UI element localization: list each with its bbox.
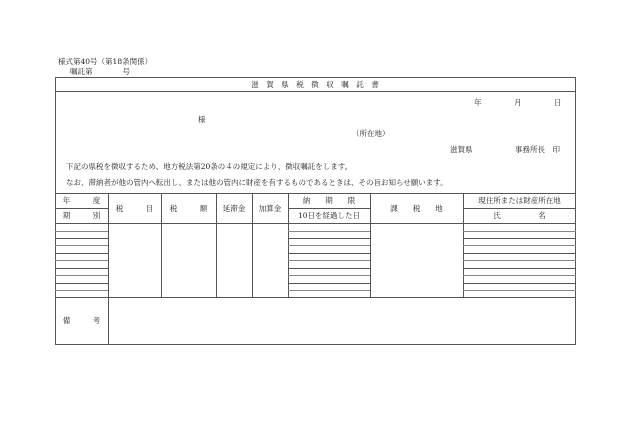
body-line-2: なお、滞納者が他の管内へ転出し、または他の管内に財産を有するものであるときは、その旨お知らせ願います。 (66, 178, 448, 187)
row-line-addr-2 (463, 238, 576, 239)
sender-office-head: 事務所長 印 (515, 145, 560, 154)
header-due-sub: 10日を経過した日 (297, 211, 361, 220)
year-period-split (55, 208, 108, 209)
header-taxation-place: 課 税 地 (390, 204, 443, 213)
row-line-year-2 (55, 238, 108, 239)
addressee-honorific: 様 (198, 115, 206, 124)
row-line-due-3 (288, 245, 370, 246)
delegation-number: 嘱託第 号 (70, 67, 130, 76)
row-line-addr-5 (463, 260, 576, 261)
col-line-1 (108, 193, 109, 345)
row-line-due-1 (288, 231, 370, 232)
row-line-year-8 (55, 283, 108, 284)
row-line-year-1 (55, 231, 108, 232)
header-bottom-border (55, 223, 576, 224)
row-line-addr-6 (463, 268, 576, 269)
header-tax-amount: 税 額 (169, 204, 208, 213)
header-due-date: 納 期 限 (302, 196, 356, 205)
header-name: 氏 名 (493, 211, 546, 220)
header-additional-fee: 加算金 (258, 204, 282, 213)
row-line-year-7 (55, 275, 108, 276)
row-line-addr-3 (463, 245, 576, 246)
date-day: 日 (554, 98, 562, 107)
form-number: 様式第40号（第18条関係） (58, 57, 153, 66)
remarks-label: 備 考 (62, 316, 101, 325)
header-address: 現住所または財産所在地 (478, 196, 561, 205)
row-line-due-4 (288, 253, 370, 254)
row-line-due-8 (288, 283, 370, 284)
sender-prefecture: 滋賀県 (450, 145, 473, 154)
header-year: 年 度 (62, 196, 101, 205)
row-line-year-9 (55, 290, 108, 291)
row-line-due-5 (288, 260, 370, 261)
row-line-addr-4 (463, 253, 576, 254)
remarks-top-border (55, 297, 576, 298)
row-line-due-9 (288, 290, 370, 291)
row-line-year-3 (55, 245, 108, 246)
row-line-due-2 (288, 238, 370, 239)
row-line-due-7 (288, 275, 370, 276)
document-title: 滋 賀 県 税 徴 収 嘱 託 書 (251, 80, 379, 89)
due-split (288, 208, 370, 209)
title-divider (55, 91, 576, 92)
header-late-fee: 延滞金 (222, 204, 246, 213)
table-top-border (55, 193, 576, 194)
date-year: 年 (474, 98, 482, 107)
row-line-addr-7 (463, 275, 576, 276)
header-tax-item: 税 目 (115, 204, 154, 213)
row-line-addr-9 (463, 290, 576, 291)
row-line-year-5 (55, 260, 108, 261)
row-line-addr-1 (463, 231, 576, 232)
header-period: 期 別 (62, 211, 101, 220)
row-line-due-6 (288, 268, 370, 269)
date-month: 月 (514, 98, 522, 107)
address-name-split (463, 208, 576, 209)
row-line-addr-8 (463, 283, 576, 284)
body-line-1: 下記の県税を徴収するため、地方税法第20条の４の規定により、徴収嘱託をします。 (66, 162, 353, 171)
sender-location: （所在地） (352, 129, 390, 138)
row-line-year-6 (55, 268, 108, 269)
row-line-year-4 (55, 253, 108, 254)
